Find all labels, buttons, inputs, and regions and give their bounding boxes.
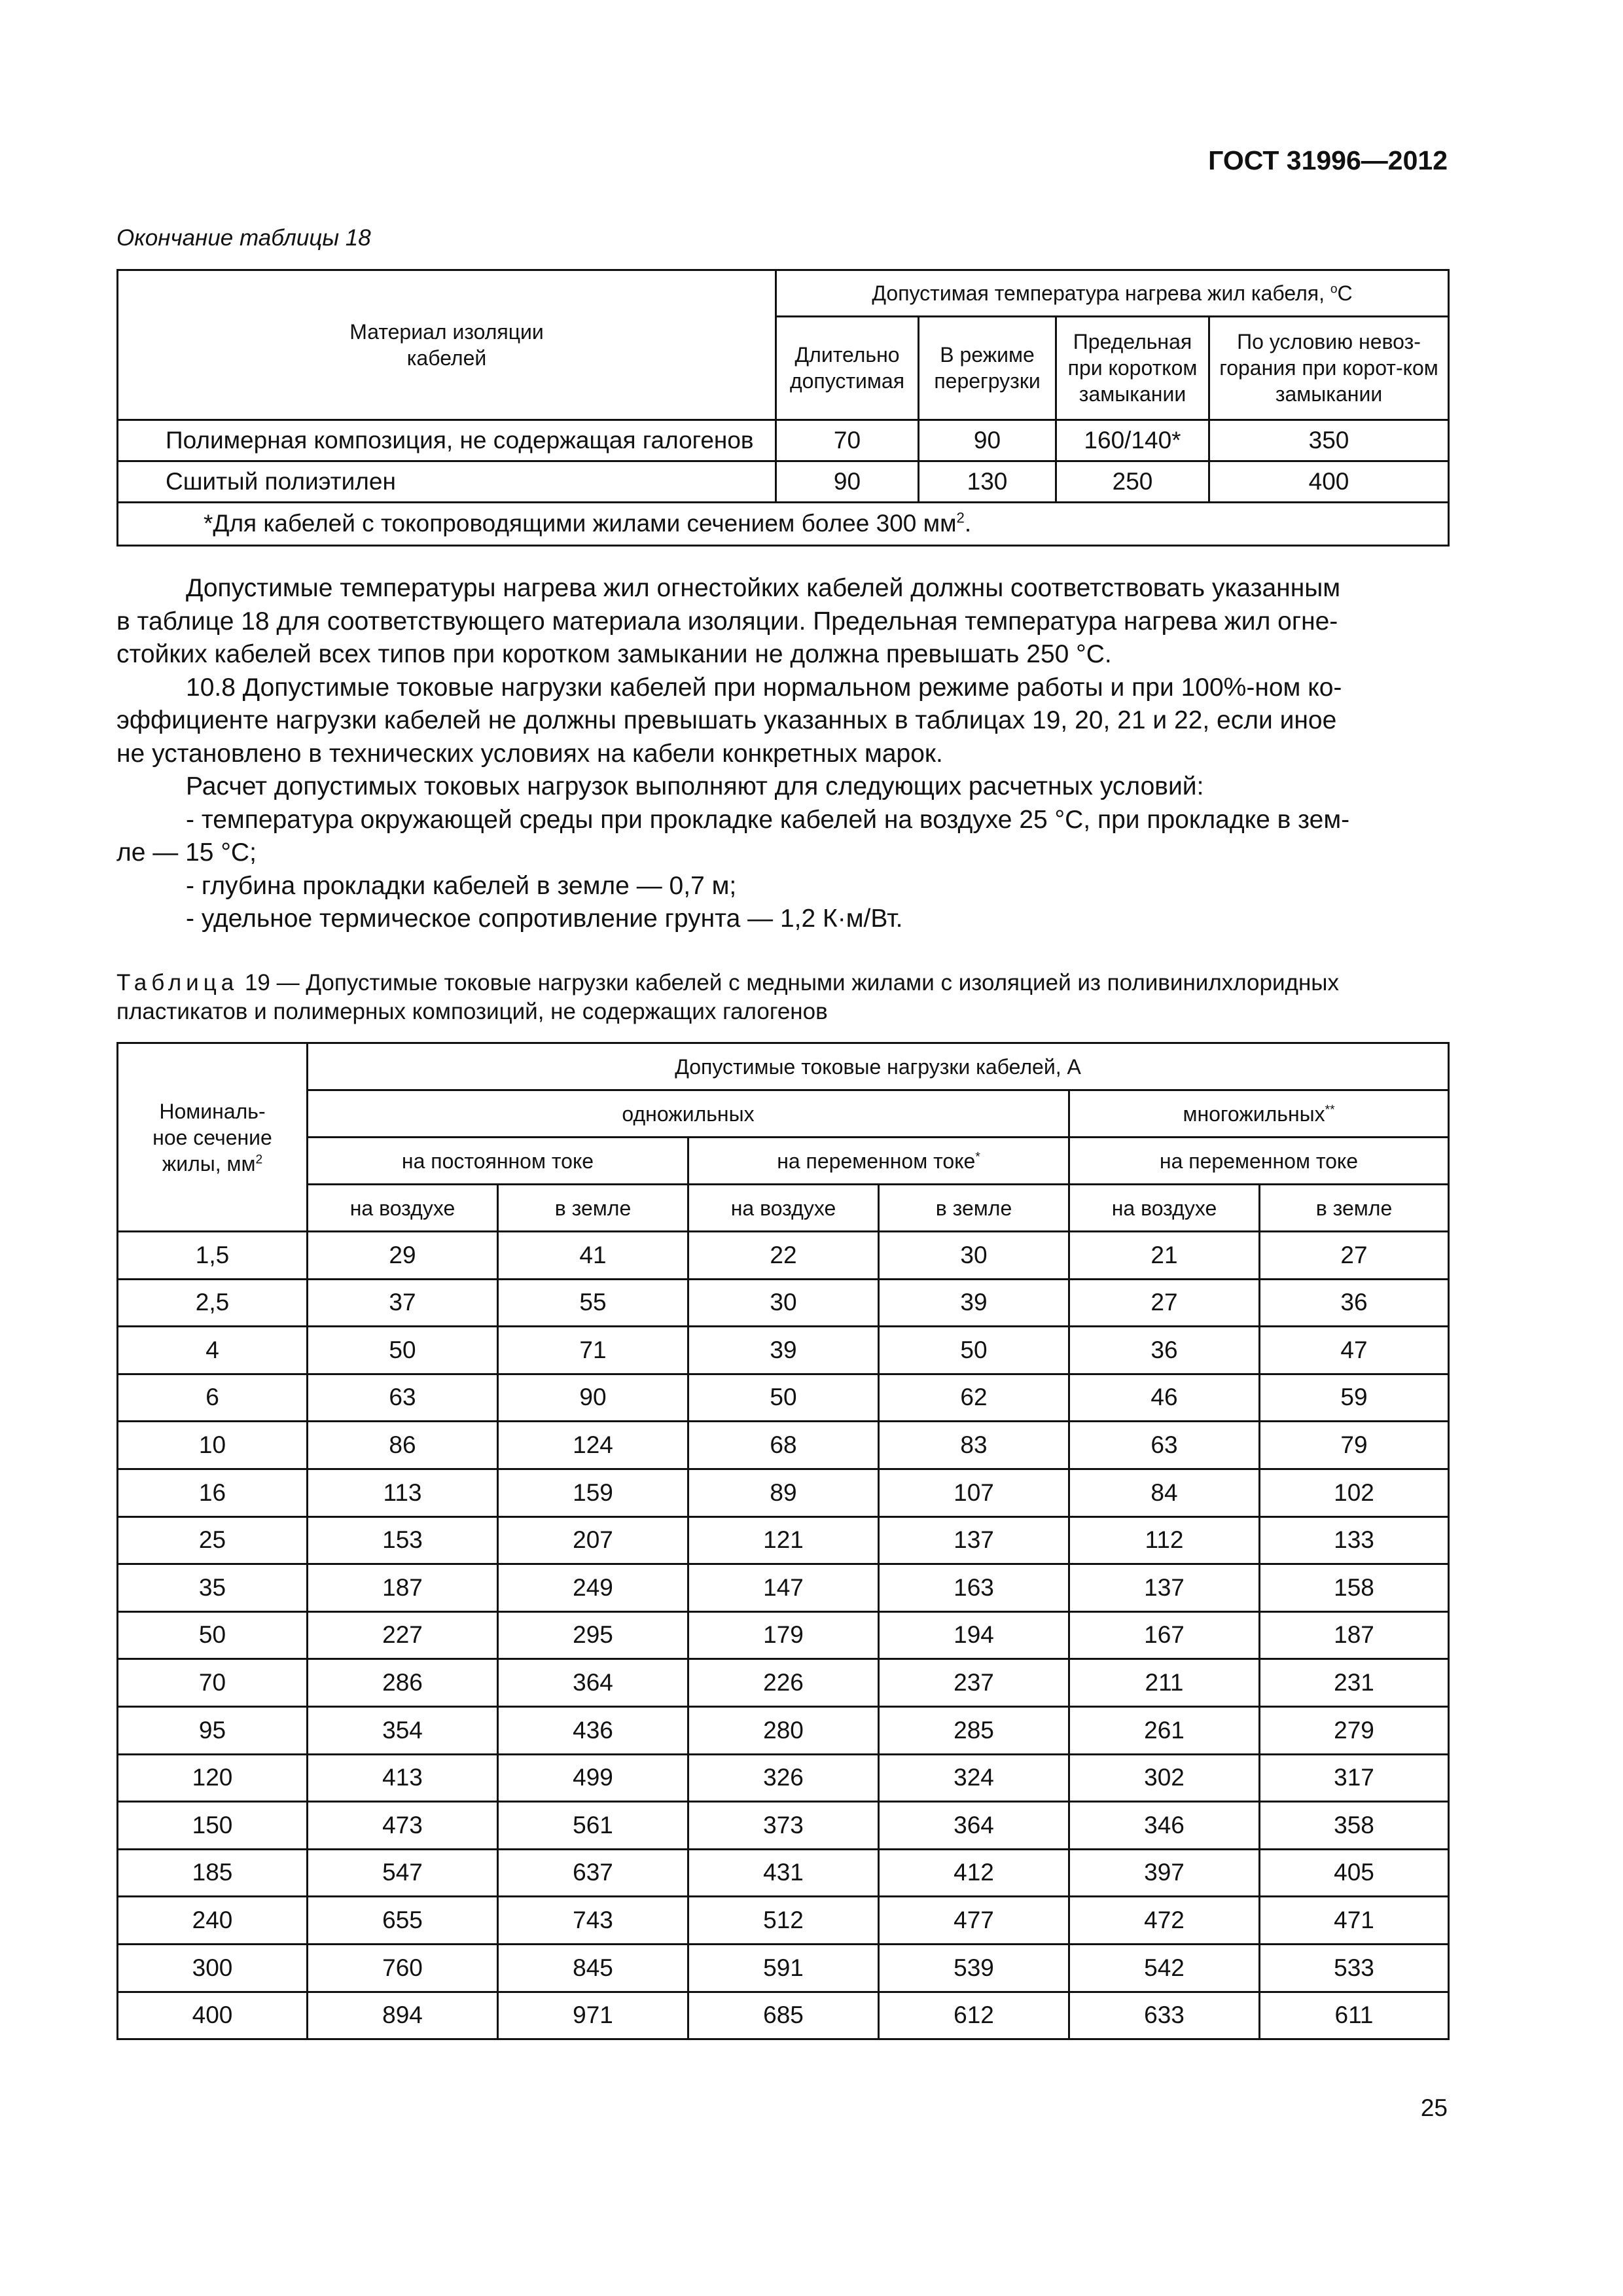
table19-cell: 412 [879, 1849, 1069, 1897]
table19-cell: 46 [1069, 1374, 1260, 1422]
table19-cell: 743 [498, 1897, 688, 1945]
table-row [118, 1327, 1449, 1374]
table19-cell: 326 [688, 1754, 879, 1802]
table19-cell: 894 [308, 1992, 498, 2039]
table19-cell: 612 [879, 1992, 1069, 2039]
table19-cell: 542 [1069, 1944, 1260, 1992]
table-row [118, 1992, 1449, 2039]
table19-cell: 324 [879, 1754, 1069, 1802]
table19-cell: 71 [498, 1327, 688, 1374]
table-row [118, 420, 1449, 461]
table-18 [116, 269, 1450, 547]
table-row [118, 1469, 1449, 1516]
table19-section-cell: 35 [118, 1564, 308, 1612]
table19-cell: 50 [308, 1327, 498, 1374]
table19-cell: 249 [498, 1564, 688, 1612]
body-text [116, 572, 1448, 936]
table19-section-cell: 185 [118, 1849, 308, 1897]
table19-cell: 159 [498, 1469, 688, 1516]
table19-cell: 102 [1260, 1469, 1449, 1516]
paragraph-line: Допустимые температуры нагрева жил огнестойких кабелей должны соответствовать указанным [186, 574, 1341, 602]
table19-cell: 137 [1069, 1564, 1260, 1612]
table19-header-ac: на переменном токе* [688, 1138, 1069, 1185]
paragraph-line: Расчет допустимых токовых нагрузок выполняют для следующих расчетных условий: [186, 772, 1204, 800]
table19-cell: 59 [1260, 1374, 1449, 1422]
table19-cell: 29 [308, 1232, 498, 1280]
table19-cell: 39 [879, 1279, 1069, 1327]
table-row [118, 1564, 1449, 1612]
table19-section-cell: 1,5 [118, 1232, 308, 1280]
table19-cell: 547 [308, 1849, 498, 1897]
table18-cell: 350 [1209, 420, 1449, 461]
table19-cell: 760 [308, 1944, 498, 1992]
table19-cell: 685 [688, 1992, 879, 2039]
table19-cell: 124 [498, 1422, 688, 1469]
table19-cell: 63 [308, 1374, 498, 1422]
table19-cell: 83 [879, 1422, 1069, 1469]
table19-cell: 473 [308, 1802, 498, 1850]
table19-header-ground: в земле [1260, 1185, 1449, 1232]
table19-cell: 302 [1069, 1754, 1260, 1802]
table19-cell: 512 [688, 1897, 879, 1945]
table19-cell: 237 [879, 1659, 1069, 1707]
table19-cell: 227 [308, 1611, 498, 1659]
table19-section-cell: 120 [118, 1754, 308, 1802]
table19-header-air: на воздухе [308, 1185, 498, 1232]
table19-cell: 36 [1260, 1279, 1449, 1327]
table19-header-dc: на постоянном токе [308, 1138, 688, 1185]
table-row [118, 1802, 1449, 1850]
table19-cell: 27 [1260, 1232, 1449, 1280]
table19-cell: 472 [1069, 1897, 1260, 1945]
table19-cell: 50 [688, 1374, 879, 1422]
table18-cell: 250 [1056, 461, 1209, 503]
table19-cell: 207 [498, 1516, 688, 1564]
table19-header-air: на воздухе [1069, 1185, 1260, 1232]
table19-cell: 47 [1260, 1327, 1449, 1374]
table19-cell: 561 [498, 1802, 688, 1850]
table19-cell: 113 [308, 1469, 498, 1516]
table19-cell: 436 [498, 1706, 688, 1754]
table19-cell: 90 [498, 1374, 688, 1422]
table19-cell: 286 [308, 1659, 498, 1707]
paragraph-line: - удельное термическое сопротивление грунта — 1,2 К·м/Вт. [186, 905, 903, 933]
table19-cell: 231 [1260, 1659, 1449, 1707]
table19-cell: 133 [1260, 1516, 1449, 1564]
table19-section-cell: 70 [118, 1659, 308, 1707]
table19-cell: 358 [1260, 1802, 1449, 1850]
table19-header-section: Номиналь-ное сечение жилы, $мм^2$ [118, 1043, 308, 1232]
table-row [118, 1232, 1449, 1280]
table19-cell: 471 [1260, 1897, 1449, 1945]
table-row [118, 1706, 1449, 1754]
table18-subheader: Предельная при коротком замыкании [1056, 316, 1209, 420]
paragraph-line: - температура окружающей среды при прокладке кабелей на воздухе 25 °С, при прокладке в зем- [186, 805, 1350, 834]
table19-section-cell: 6 [118, 1374, 308, 1422]
table19-cell: 79 [1260, 1422, 1449, 1469]
table19-header-ac-multi: на переменном токе [1069, 1138, 1449, 1185]
table19-cell: 591 [688, 1944, 879, 1992]
table18-cell: 130 [919, 461, 1056, 503]
table19-header-group: Допустимые токовые нагрузки кабелей, А [308, 1043, 1449, 1090]
table19-cell: 21 [1069, 1232, 1260, 1280]
table18-caption: Окончание таблицы 18 [116, 225, 371, 251]
table19-section-cell: 25 [118, 1516, 308, 1564]
table19-cell: 285 [879, 1706, 1069, 1754]
table18-cell: 70 [776, 420, 919, 461]
table18-cell: 160/140* [1056, 420, 1209, 461]
table19-caption-label: Таблица [116, 970, 239, 996]
table19-cell: 27 [1069, 1279, 1260, 1327]
table19-cell: 137 [879, 1516, 1069, 1564]
table18-material-cell: Полимерная композиция, не содержащая галогенов [118, 420, 776, 461]
table19-header-ground: в земле [498, 1185, 688, 1232]
table18-footnote: *Для кабелей с токопроводящими жилами сечением более 300 $мм^2$. [118, 503, 1449, 546]
paragraph-line: 10.8 Допустимые токовые нагрузки кабелей при нормальном режиме работы и при 100%-ном ко- [186, 673, 1342, 702]
table19-header-ground: в земле [879, 1185, 1069, 1232]
page-number: 25 [1420, 2094, 1448, 2121]
table19-cell: 86 [308, 1422, 498, 1469]
table19-cell: 84 [1069, 1469, 1260, 1516]
table19-cell: 226 [688, 1659, 879, 1707]
table19-cell: 295 [498, 1611, 688, 1659]
table19-cell: 30 [688, 1279, 879, 1327]
table19-section-cell: 95 [118, 1706, 308, 1754]
table19-cell: 68 [688, 1422, 879, 1469]
table18-subheader: Длительно допустимая [776, 316, 919, 420]
table-19 [116, 1042, 1450, 2040]
table19-cell: 62 [879, 1374, 1069, 1422]
table19-cell: 163 [879, 1564, 1069, 1612]
table19-cell: 167 [1069, 1611, 1260, 1659]
table19-cell: 637 [498, 1849, 688, 1897]
table19-cell: 539 [879, 1944, 1069, 1992]
paragraph-line: эффициенте нагрузки кабелей не должны превышать указанных в таблицах 19, 20, 21 и 22, если иное [116, 706, 1337, 734]
table19-cell: 346 [1069, 1802, 1260, 1850]
table-row [118, 461, 1449, 503]
table19-cell: 499 [498, 1754, 688, 1802]
table19-cell: 41 [498, 1232, 688, 1280]
table19-section-cell: 50 [118, 1611, 308, 1659]
table19-cell: 477 [879, 1897, 1069, 1945]
table19-cell: 158 [1260, 1564, 1449, 1612]
table19-cell: 112 [1069, 1516, 1260, 1564]
table18-material-cell: Сшитый полиэтилен [118, 461, 776, 503]
table18-cell: 90 [776, 461, 919, 503]
table19-header-air: на воздухе [688, 1185, 879, 1232]
table19-cell: 37 [308, 1279, 498, 1327]
table19-cell: 373 [688, 1802, 879, 1850]
table19-cell: 147 [688, 1564, 879, 1612]
table19-cell: 121 [688, 1516, 879, 1564]
table19-header-multi: многожильных** [1069, 1090, 1449, 1138]
table19-cell: 364 [498, 1659, 688, 1707]
table19-cell: 187 [1260, 1611, 1449, 1659]
table18-cell: 90 [919, 420, 1056, 461]
table19-header-single: одножильных [308, 1090, 1069, 1138]
table19-cell: 187 [308, 1564, 498, 1612]
table19-cell: 30 [879, 1232, 1069, 1280]
paragraph-line: - глубина прокладки кабелей в земле — 0,7 м; [186, 871, 737, 900]
table18-header-material: Материал изоляции кабелей [118, 270, 776, 420]
table19-section-cell: 10 [118, 1422, 308, 1469]
table19-cell: 179 [688, 1611, 879, 1659]
paragraph-line: не установлено в технических условиях на кабели конкретных марок. [116, 739, 943, 768]
table19-cell: 279 [1260, 1706, 1449, 1754]
table19-cell: 413 [308, 1754, 498, 1802]
table19-cell: 63 [1069, 1422, 1260, 1469]
table-row [118, 1279, 1449, 1327]
table-row [118, 1659, 1449, 1707]
table19-cell: 971 [498, 1992, 688, 2039]
paragraph-line: ле — 15 °С; [116, 838, 257, 867]
table-row [118, 1516, 1449, 1564]
table19-cell: 107 [879, 1469, 1069, 1516]
table19-cell: 364 [879, 1802, 1069, 1850]
table19-cell: 50 [879, 1327, 1069, 1374]
table19-cell: 611 [1260, 1992, 1449, 2039]
table19-section-cell: 2,5 [118, 1279, 308, 1327]
table19-cell: 354 [308, 1706, 498, 1754]
table19-cell: 153 [308, 1516, 498, 1564]
paragraph-line: в таблице 18 для соответствующего материала изоляции. Предельная температура нагрева жил огне- [116, 607, 1338, 636]
table-row [118, 1611, 1449, 1659]
table19-cell: 36 [1069, 1327, 1260, 1374]
table19-section-cell: 16 [118, 1469, 308, 1516]
table19-section-cell: 150 [118, 1802, 308, 1850]
table-row [118, 1374, 1449, 1422]
table18-subheader: В режиме перегрузки [919, 316, 1056, 420]
table19-cell: 194 [879, 1611, 1069, 1659]
table19-cell: 655 [308, 1897, 498, 1945]
table-row [118, 1944, 1449, 1992]
table19-cell: 22 [688, 1232, 879, 1280]
table19-cell: 280 [688, 1706, 879, 1754]
table-row [118, 1754, 1449, 1802]
table19-cell: 397 [1069, 1849, 1260, 1897]
table19-cell: 89 [688, 1469, 879, 1516]
table19-cell: 533 [1260, 1944, 1449, 1992]
table19-cell: 55 [498, 1279, 688, 1327]
table19-cell: 845 [498, 1944, 688, 1992]
table19-section-cell: 400 [118, 1992, 308, 2039]
table19-caption: Таблица 19 — Допустимые токовые нагрузки кабелей с медными жилами с изоляцией из поливинилхлоридных пластикатов и полимерных композиций, не содержащих галогенов [116, 970, 1339, 1024]
table-row [118, 1422, 1449, 1469]
table18-cell: 400 [1209, 461, 1449, 503]
table19-section-cell: 4 [118, 1327, 308, 1374]
table19-cell: 431 [688, 1849, 879, 1897]
table19-cell: 317 [1260, 1754, 1449, 1802]
document-id-header: ГОСТ 31996—2012 [1208, 145, 1448, 175]
table19-cell: 633 [1069, 1992, 1260, 2039]
paragraph-line: стойких кабелей всех типов при коротком замыкании не должна превышать 250 °С. [116, 640, 1112, 668]
table19-cell: 405 [1260, 1849, 1449, 1897]
table18-header-group: Допустимая температура нагрева жил кабеля, $^о$С [776, 270, 1449, 317]
table19-cell: 261 [1069, 1706, 1260, 1754]
table19-section-cell: 300 [118, 1944, 308, 1992]
table19-cell: 39 [688, 1327, 879, 1374]
table18-subheader: По условию невоз-горания при корот-ком замыкании [1209, 316, 1449, 420]
table-row [118, 1897, 1449, 1945]
table19-cell: 211 [1069, 1659, 1260, 1707]
table-row [118, 1849, 1449, 1897]
table19-section-cell: 240 [118, 1897, 308, 1945]
